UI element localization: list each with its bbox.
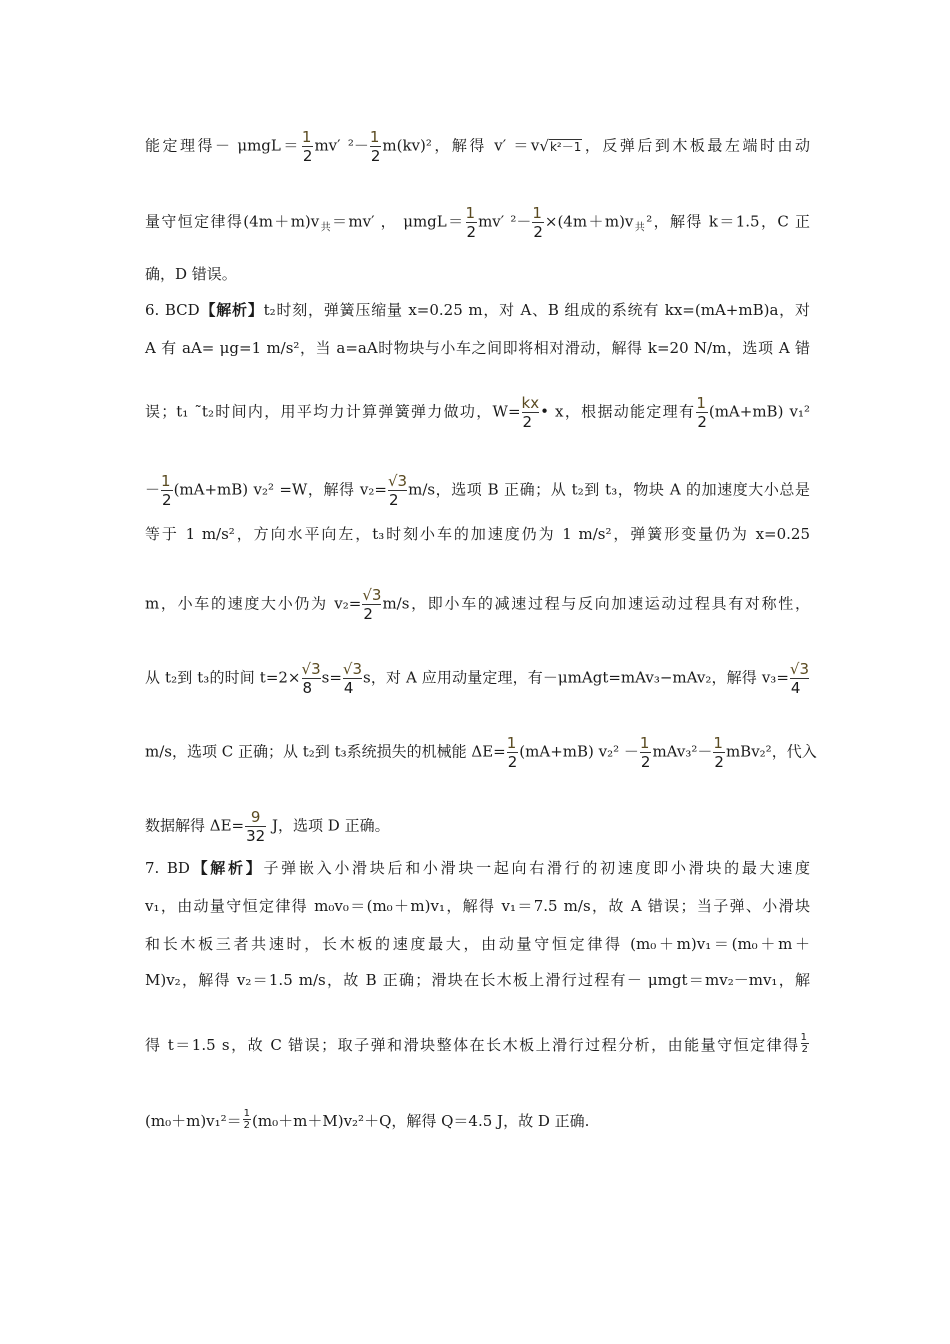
text-line [145, 896, 810, 916]
text: mBv₂²，代入 [725, 742, 817, 761]
fraction: $\frac{1}{2}$ [301, 128, 313, 165]
fraction: $\frac{1}{2}$ [369, 128, 381, 165]
text: m/s，即小车的减速过程与反向加速运动过程具有对称性， [382, 594, 810, 613]
text: 和长木板三者共速时，长木板的速度最大，由动量守恒定律得 (m₀＋m)v₁＝(m₀＋m＋ [145, 935, 810, 953]
answer: BD [166, 859, 190, 877]
fraction: $\frac{1}{2}$ [639, 734, 651, 771]
fraction: $\frac{1}{2}$ [506, 734, 518, 771]
fraction: $\frac{1}{2}$ [696, 394, 707, 431]
text: 量守恒定律得(4m＋m)v [145, 212, 320, 231]
text-line [145, 524, 810, 544]
text-line [145, 808, 810, 845]
text: m/s，选项 C 正确；从 t₂到 t₃系统损失的机械能 ΔE= [145, 742, 506, 761]
text: 从 t₂到 t₃的时间 t=2× [145, 668, 301, 687]
text: v₁，由动量守恒定律得 m₀v₀＝(m₀＋m)v₁，解得 v₁＝7.5 m/s，故 A 错误；当子弹、小滑块 [145, 897, 810, 915]
fraction: $\frac{√3}{4}$ [342, 660, 363, 697]
fraction: $\frac{√3}{4}$ [789, 660, 809, 697]
text: mv′ ²－ [314, 136, 369, 155]
text: mv′ ²－ [478, 212, 532, 231]
text: 子弹嵌入小滑块后和小滑块一起向右滑行的初速度即小滑块的最大速度 [263, 859, 810, 877]
fraction: $\frac{√3}{8}$ [301, 660, 321, 697]
text: (mA+mB) v₂² =W，解得 v₂= [173, 480, 387, 499]
answer: BCD [164, 301, 200, 319]
text: (mA+mB) v₂² － [519, 742, 639, 761]
text-line [145, 734, 817, 771]
text-line [145, 204, 810, 241]
text: M)v₂，解得 v₂＝1.5 m/s，故 B 正确；滑块在长木板上滑行过程有－ μmgt＝mv₂－mv₁，解 [145, 971, 810, 989]
text-line [145, 934, 810, 954]
text: mAv₃²－ [652, 742, 713, 761]
text: A 有 aA= μg=1 m/s²，当 a=aA时物块与小车之间即将相对滑动，解得 k=20 N/m，选项 A 错 [145, 339, 810, 357]
text: t₂时刻，弹簧压缩量 x=0.25 m，对 A、B 组成的系统有 kx=(mA+mB)a，对 [263, 301, 810, 319]
text-line [145, 128, 810, 165]
fraction: $\frac{√3}{2}$ [362, 586, 382, 623]
fraction: $\frac{kx}{2}$ [521, 394, 540, 431]
fraction: $\frac{1}{2}$ [532, 204, 543, 241]
text: J，选项 D 正确。 [272, 816, 390, 835]
question-7-header [145, 858, 810, 878]
analysis-tag: 【解析】 [199, 301, 264, 319]
text: (m₀＋m＋M)v₂²＋Q，解得 Q＝4.5 J，故 D 正确. [252, 1112, 590, 1130]
text-line [145, 660, 810, 697]
text: 数据解得 ΔE= [145, 816, 245, 835]
question-number: 7. [145, 859, 160, 877]
text: (m₀＋m)v₁²＝ [145, 1112, 242, 1130]
analysis-tag: 【解析】 [189, 859, 264, 877]
text-line [145, 586, 810, 623]
text-line [145, 264, 810, 284]
text: ＝mv′ ， μmgL＝ [332, 212, 465, 231]
text: 等于 1 m/s²，方向水平向左，t₃时刻小车的加速度仍为 1 m/s²，弹簧形变量仍为 x=0.25 [145, 525, 810, 543]
text: s，对 A 应用动量定理，有－μmAgt=mAv₃−mAv₂，解得 v₃= [363, 668, 789, 687]
text: 能定理得－ μmgL＝ [145, 136, 301, 155]
text: s= [321, 668, 342, 687]
text: 误；t₁ ˜t₂时间内，用平均力计算弹簧弹力做功，W= [145, 402, 521, 421]
text: (mA+mB) v₁² [708, 402, 811, 421]
text: m(kv)²，解得 v′ ＝v [382, 136, 540, 155]
text-line [145, 394, 810, 431]
question-6-header [145, 300, 810, 320]
question-number: 6. [145, 301, 160, 319]
text-line [145, 1108, 810, 1131]
text-line [145, 472, 810, 509]
fraction: $\frac{1}{2}$ [713, 734, 724, 771]
text: 得 t＝1.5 s，故 C 错误；取子弹和滑块整体在长木板上滑行过程分析，由能量守恒定律得 [145, 1036, 800, 1054]
fraction: $\frac{9}{32}$ [246, 808, 266, 845]
text-line [145, 1032, 810, 1055]
text: ×(4m＋m)v [544, 212, 634, 231]
text: m，小车的速度大小仍为 v₂= [145, 594, 362, 613]
text: 确，D 错误。 [145, 265, 237, 283]
text: • x，根据动能定理有 [540, 402, 696, 421]
fraction: $\frac{1}{2}$ [161, 472, 172, 509]
fraction: $\frac{√3}{2}$ [387, 472, 408, 509]
fraction: $\frac{1}{2}$ [800, 1032, 808, 1055]
text: ，反弹后到木板最左端时由动 [582, 136, 810, 155]
text: － [145, 480, 161, 499]
fraction: $\frac{1}{2}$ [243, 1108, 251, 1131]
subscript: 共 [319, 222, 333, 234]
text: m/s，选项 B 正确；从 t₂到 t₃，物块 A 的加速度大小总是 [408, 480, 811, 499]
text-line [145, 338, 810, 358]
sqrt-symbol: √k²－1 [539, 136, 582, 155]
subscript: 共 [633, 222, 647, 234]
fraction: $\frac{1}{2}$ [465, 204, 477, 241]
text: ²，解得 k＝1.5，C 正 [646, 212, 811, 231]
text-line [145, 970, 810, 990]
